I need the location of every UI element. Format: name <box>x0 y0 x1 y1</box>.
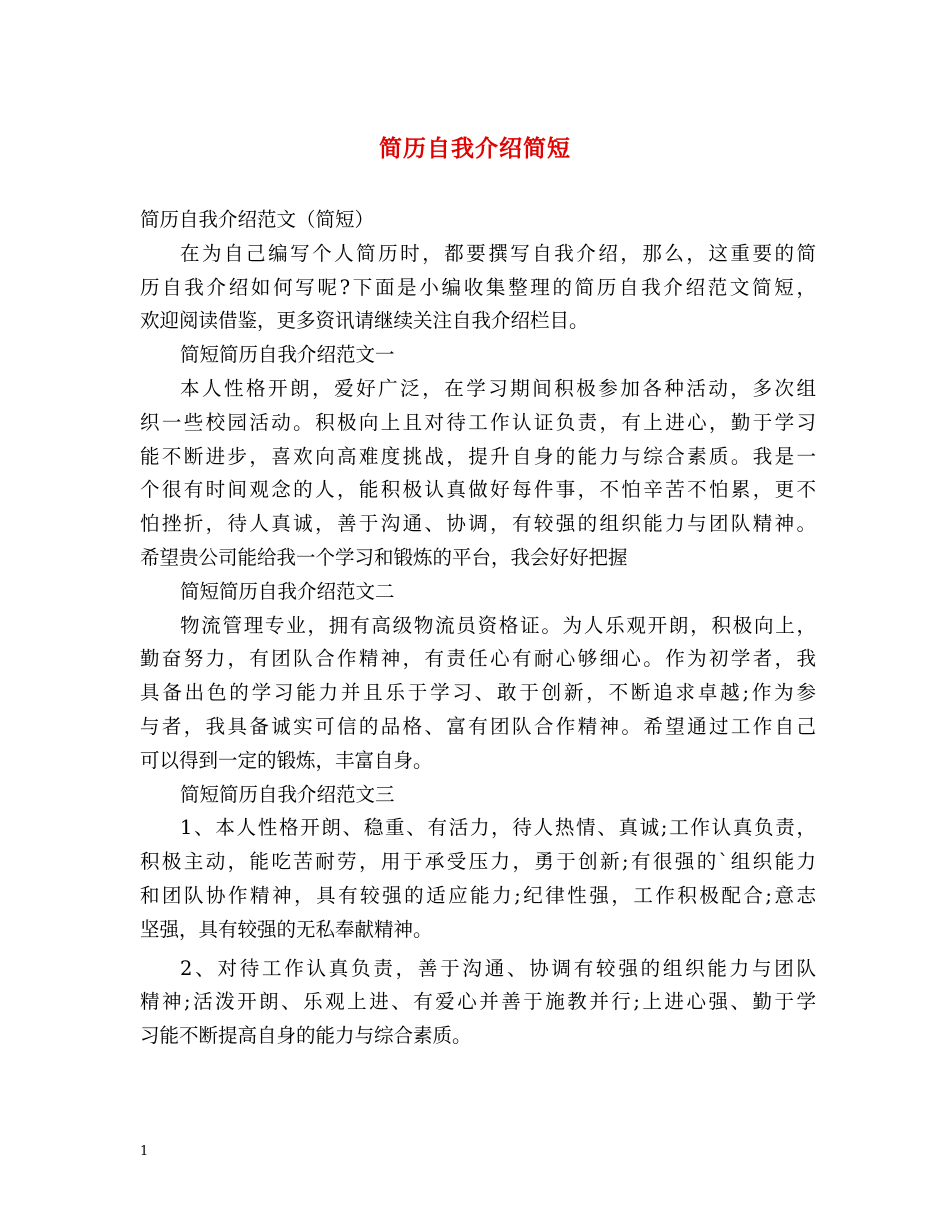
text-line: 物流管理专业，拥有高级物流员资格证。为人乐观开朗，积极向上， <box>180 613 816 637</box>
text-line: 历自我介绍如何写呢?下面是小编收集整理的简历自我介绍范文简短， <box>140 275 816 299</box>
text-line: 2、对待工作认真负责，善于沟通、协调有较强的组织能力与团队 <box>180 956 816 980</box>
text-line: 与者，我具备诚实可信的品格、富有团队合作精神。希望通过工作自己 <box>140 714 816 738</box>
text-line: 和团队协作精神，具有较强的适应能力;纪律性强，工作积极配合;意志 <box>140 883 816 907</box>
text-line: 能不断进步，喜欢向高难度挑战，提升自身的能力与综合素质。我是一 <box>140 444 816 468</box>
text-line: 简短简历自我介绍范文一 <box>180 343 395 367</box>
text-line: 习能不断提高自身的能力与综合素质。 <box>140 1024 472 1048</box>
text-line: 精神;活泼开朗、乐观上进、有爱心并善于施教并行;上进心强、勤于学 <box>140 990 816 1014</box>
text-line: 可以得到一定的锻炼，丰富自身。 <box>140 748 433 772</box>
text-line: 简历自我介绍范文（简短） <box>140 208 375 231</box>
text-line: 积极主动，能吃苦耐劳，用于承受压力，勇于创新;有很强的`组织能力 <box>140 850 816 874</box>
text-line: 简短简历自我介绍范文三 <box>180 782 395 806</box>
text-line: 坚强，具有较强的无私奉献精神。 <box>140 917 433 941</box>
text-line: 织一些校园活动。积极向上且对待工作认证负责，有上进心，勤于学习 <box>140 410 816 434</box>
document-body <box>140 203 816 1053</box>
text-line: 勤奋努力，有团队合作精神，有责任心有耐心够细心。作为初学者，我 <box>140 647 816 671</box>
text-line: 本人性格开朗，爱好广泛，在学习期间积极参加各种活动，多次组 <box>180 376 816 400</box>
text-line: 简短简历自我介绍范文二 <box>180 579 395 603</box>
document-title: 简历自我介绍简短 <box>379 135 571 162</box>
text-line: 具备出色的学习能力并且乐于学习、敢于创新，不断追求卓越;作为参 <box>140 681 816 705</box>
text-line: 欢迎阅读借鉴，更多资讯请继续关注自我介绍栏目。 <box>140 309 589 333</box>
text-line: 怕挫折，待人真诚，善于沟通、协调，有较强的组织能力与团队精神。 <box>140 512 816 536</box>
text-line: 在为自己编写个人简历时，都要撰写自我介绍，那么，这重要的简 <box>180 241 816 265</box>
text-line: 个很有时间观念的人，能积极认真做好每件事，不怕辛苦不怕累，更不 <box>140 478 816 502</box>
page-number: 1 <box>140 1144 149 1159</box>
text-line: 1、本人性格开朗、稳重、有活力，待人热情、真诚;工作认真负责， <box>180 816 816 840</box>
text-line: 希望贵公司能给我一个学习和锻炼的平台，我会好好把握 <box>140 545 628 569</box>
